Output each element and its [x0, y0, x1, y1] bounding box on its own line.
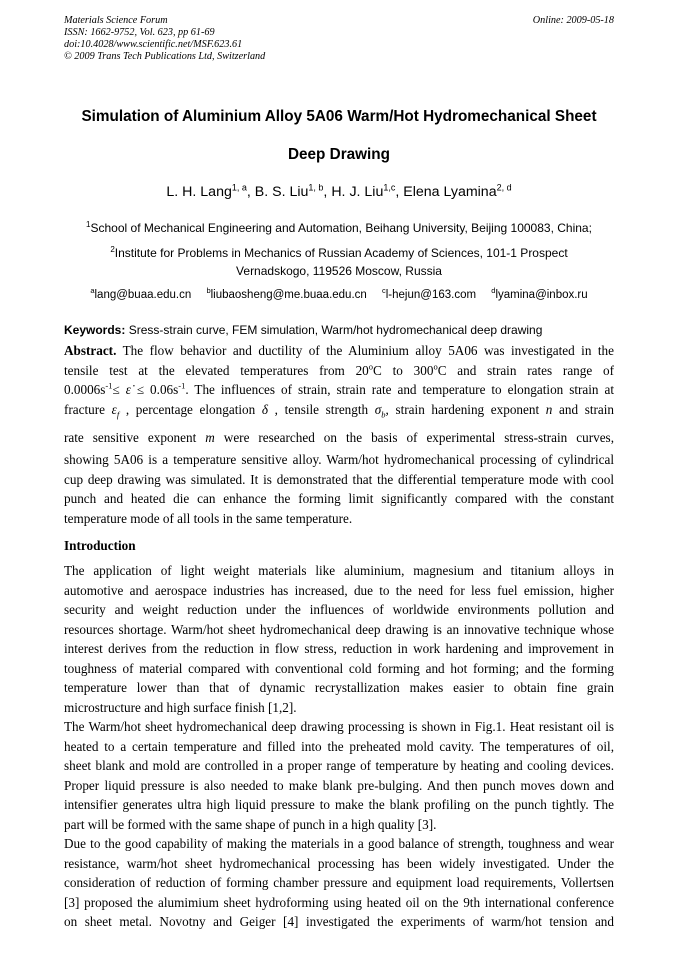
keywords-text: Sress-strain curve, FEM simulation, Warm/hot hydromechanical deep drawing [125, 323, 543, 337]
paragraph-line: automotive and aerospace industries has increased, due to the need for less fuel emission, higher [64, 582, 614, 598]
abstract-line: tensile test at the elevated temperatures from 20$^o$C to 300$^o$C and strain rates range of [64, 361, 614, 378]
email-link[interactable]: liubaosheng@me.buaa.edu.cn [210, 289, 367, 301]
paragraph-line: [3] proposed the alumimium sheet hydroforming using heated oil on the 9th international conference [64, 894, 614, 910]
abstract-label: Abstract. [64, 343, 117, 358]
abstract-line: rate sensitive exponent m were researched on the basis of experimental stress-strain curves, [64, 430, 614, 445]
abstract-cont2 [64, 425, 614, 528]
abstract [64, 341, 614, 400]
affiliation-2 [40, 244, 638, 280]
affiliation-sup: 2 [110, 245, 115, 254]
email-sup: b [206, 286, 211, 296]
paragraph-line: intensifier generates ultra high liquid pressure to make the blank profiling on the punch tightly. The [64, 797, 614, 812]
doi: doi:10.4028/www.scientific.net/MSF.623.61 [64, 39, 243, 50]
paragraph-line: temperature lower than that of dynamic recrystallization makes easier to obtain fine grain [64, 680, 614, 695]
journal-name: Materials Science Forum [64, 15, 168, 26]
author-name: H. J. Liu [331, 184, 384, 200]
affiliation-text: School of Mechanical Engineering and Automation, Beihang University, Beijing 100083, China; [90, 221, 592, 235]
introduction-body [64, 561, 614, 932]
strain-rate-symbol: ε̇ [125, 382, 131, 397]
email-link[interactable]: lyamina@inbox.ru [495, 289, 588, 301]
online-date: Online: 2009-05-18 [532, 15, 614, 26]
email-list [40, 286, 638, 301]
abstract-line: fracture $\varepsilon_f$ , percentage elongation δ , tensile strength $\sigma_b$, strain hardening exponent n and strain [64, 402, 614, 420]
paragraph-line: resources shortage. Warm/hot sheet hydromechanical deep drawing is an innovative technique whose [64, 621, 614, 637]
email-link[interactable]: l-hejun@163.com [385, 289, 477, 301]
affiliation-sup: 1 [86, 220, 91, 229]
abstract-line: punch and heated die can enhance the forming limit significantly compared with the constant [64, 491, 614, 506]
author-sup: 2, d [496, 182, 512, 193]
paragraph-line: security and weight reduction under the influences of worldwide environments pollution and [64, 602, 614, 617]
abstract-line: Abstract. The flow behavior and ductility of the Aluminium alloy 5A06 was investigated in the [64, 343, 614, 358]
paragraph-line: Due to the good capability of making the materials in a good balance of strength, toughness and wear [64, 836, 614, 851]
email-link[interactable]: lang@buaa.edu.cn [94, 289, 192, 301]
paragraph-line: sheet blank and mold are controlled in a proper range of temperature by heating and cooling devices. [64, 758, 614, 773]
author-list: L. H. Lang$^{1, a}$, B. S. Liu$^{1, b}$, H. J. Liu$^{1,c}$, Elena Lyamina$^{2, d}$ [166, 182, 512, 200]
paragraph-line: interest derives from the reduction in flow stress, reduction in work hardening and improvement in [64, 641, 614, 656]
paper-title: Simulation of Aluminium Alloy 5A06 Warm/Hot Hydromechanical Sheet [81, 108, 597, 125]
author-name: L. H. Lang [166, 184, 232, 200]
issn: ISSN: 1662-9752, Vol. 623, pp 61-69 [64, 27, 215, 38]
email-sup: a [90, 286, 95, 296]
paragraph-line: heated to a certain temperature and filled into the preheated mold cavity. The temperatures of oil, [64, 738, 614, 754]
affiliation-text: Vernadskogo, 119526 Moscow, Russia [236, 264, 442, 278]
affiliation-1 [40, 219, 638, 237]
abstract-line: $0.0006s^{-1}\le$ ε̇ ≤ $0.06s^{-1}$. The influences of strain, strain rate and temperature to elongation strain at [64, 380, 614, 397]
email-sup: d [491, 286, 496, 296]
sigma-symbol: σ [374, 402, 382, 417]
keywords-label: Keywords: [64, 323, 126, 337]
abstract-line: showing 5A06 is a temperature sensitive alloy. Warm/hot hydromechanical processing of cylindrical [64, 452, 614, 467]
keywords [64, 323, 542, 337]
paragraph-line: The application of light weight materials like aluminium, magnesium and titanium alloys in [64, 563, 614, 578]
journal-header [64, 15, 265, 63]
author-name: B. S. Liu [254, 184, 309, 200]
copyright: © 2009 Trans Tech Publications Ltd, Switzerland [64, 51, 266, 62]
paper-title-cont: Deep Drawing [288, 146, 390, 163]
paragraph-line: The Warm/hot sheet hydromechanical deep drawing processing is shown in Fig.1. Heat resistant oil is [64, 719, 614, 734]
paragraph-line: Proper liquid pressure is also needed to make blank pre-bulging. And then punch moves down and [64, 777, 614, 793]
epsilon-symbol: ε [111, 402, 117, 417]
email-sup: c [382, 286, 386, 296]
paragraph-line: part will be formed with the same shape of punch in a high quality [3]. [64, 816, 437, 832]
delta-symbol: δ [261, 402, 268, 417]
author-sup: 1, b [308, 182, 324, 193]
abstract-line: temperature mode of all tools in the same temperature. [64, 510, 353, 526]
author-sup: 1, a [231, 182, 247, 193]
paragraph-line: microstructure and high surface finish [1,2]. [64, 699, 297, 715]
affiliation-text: Institute for Problems in Mechanics of Russian Academy of Sciences, 101-1 Prospect [114, 246, 568, 260]
abstract-cont [64, 398, 614, 421]
paragraph-line: resistance, warm/hot sheet hydromechanical processing has been widely investigated. Under the [64, 855, 614, 871]
n-symbol: n [545, 402, 553, 417]
section-heading: Introduction [64, 538, 136, 553]
author-sup: 1,c [383, 182, 396, 193]
paragraph-line: on sheet metal. Novotny and Geiger [4] investigated the experiments of warm/hot tension and [64, 914, 614, 929]
abstract-line: cup deep drawing was simulated. It is demonstrated that the differential temperature mode with cool [64, 471, 614, 487]
paragraph-line: toughness of material compared with conventional cold forming and hot forming; and the forming [64, 660, 614, 676]
m-symbol: m [205, 430, 215, 445]
paragraph-line: consideration of reduction of forming chamber pressure and equipment load requirements, Vollertsen [64, 875, 614, 890]
author-name: Elena Lyamina [403, 184, 497, 200]
